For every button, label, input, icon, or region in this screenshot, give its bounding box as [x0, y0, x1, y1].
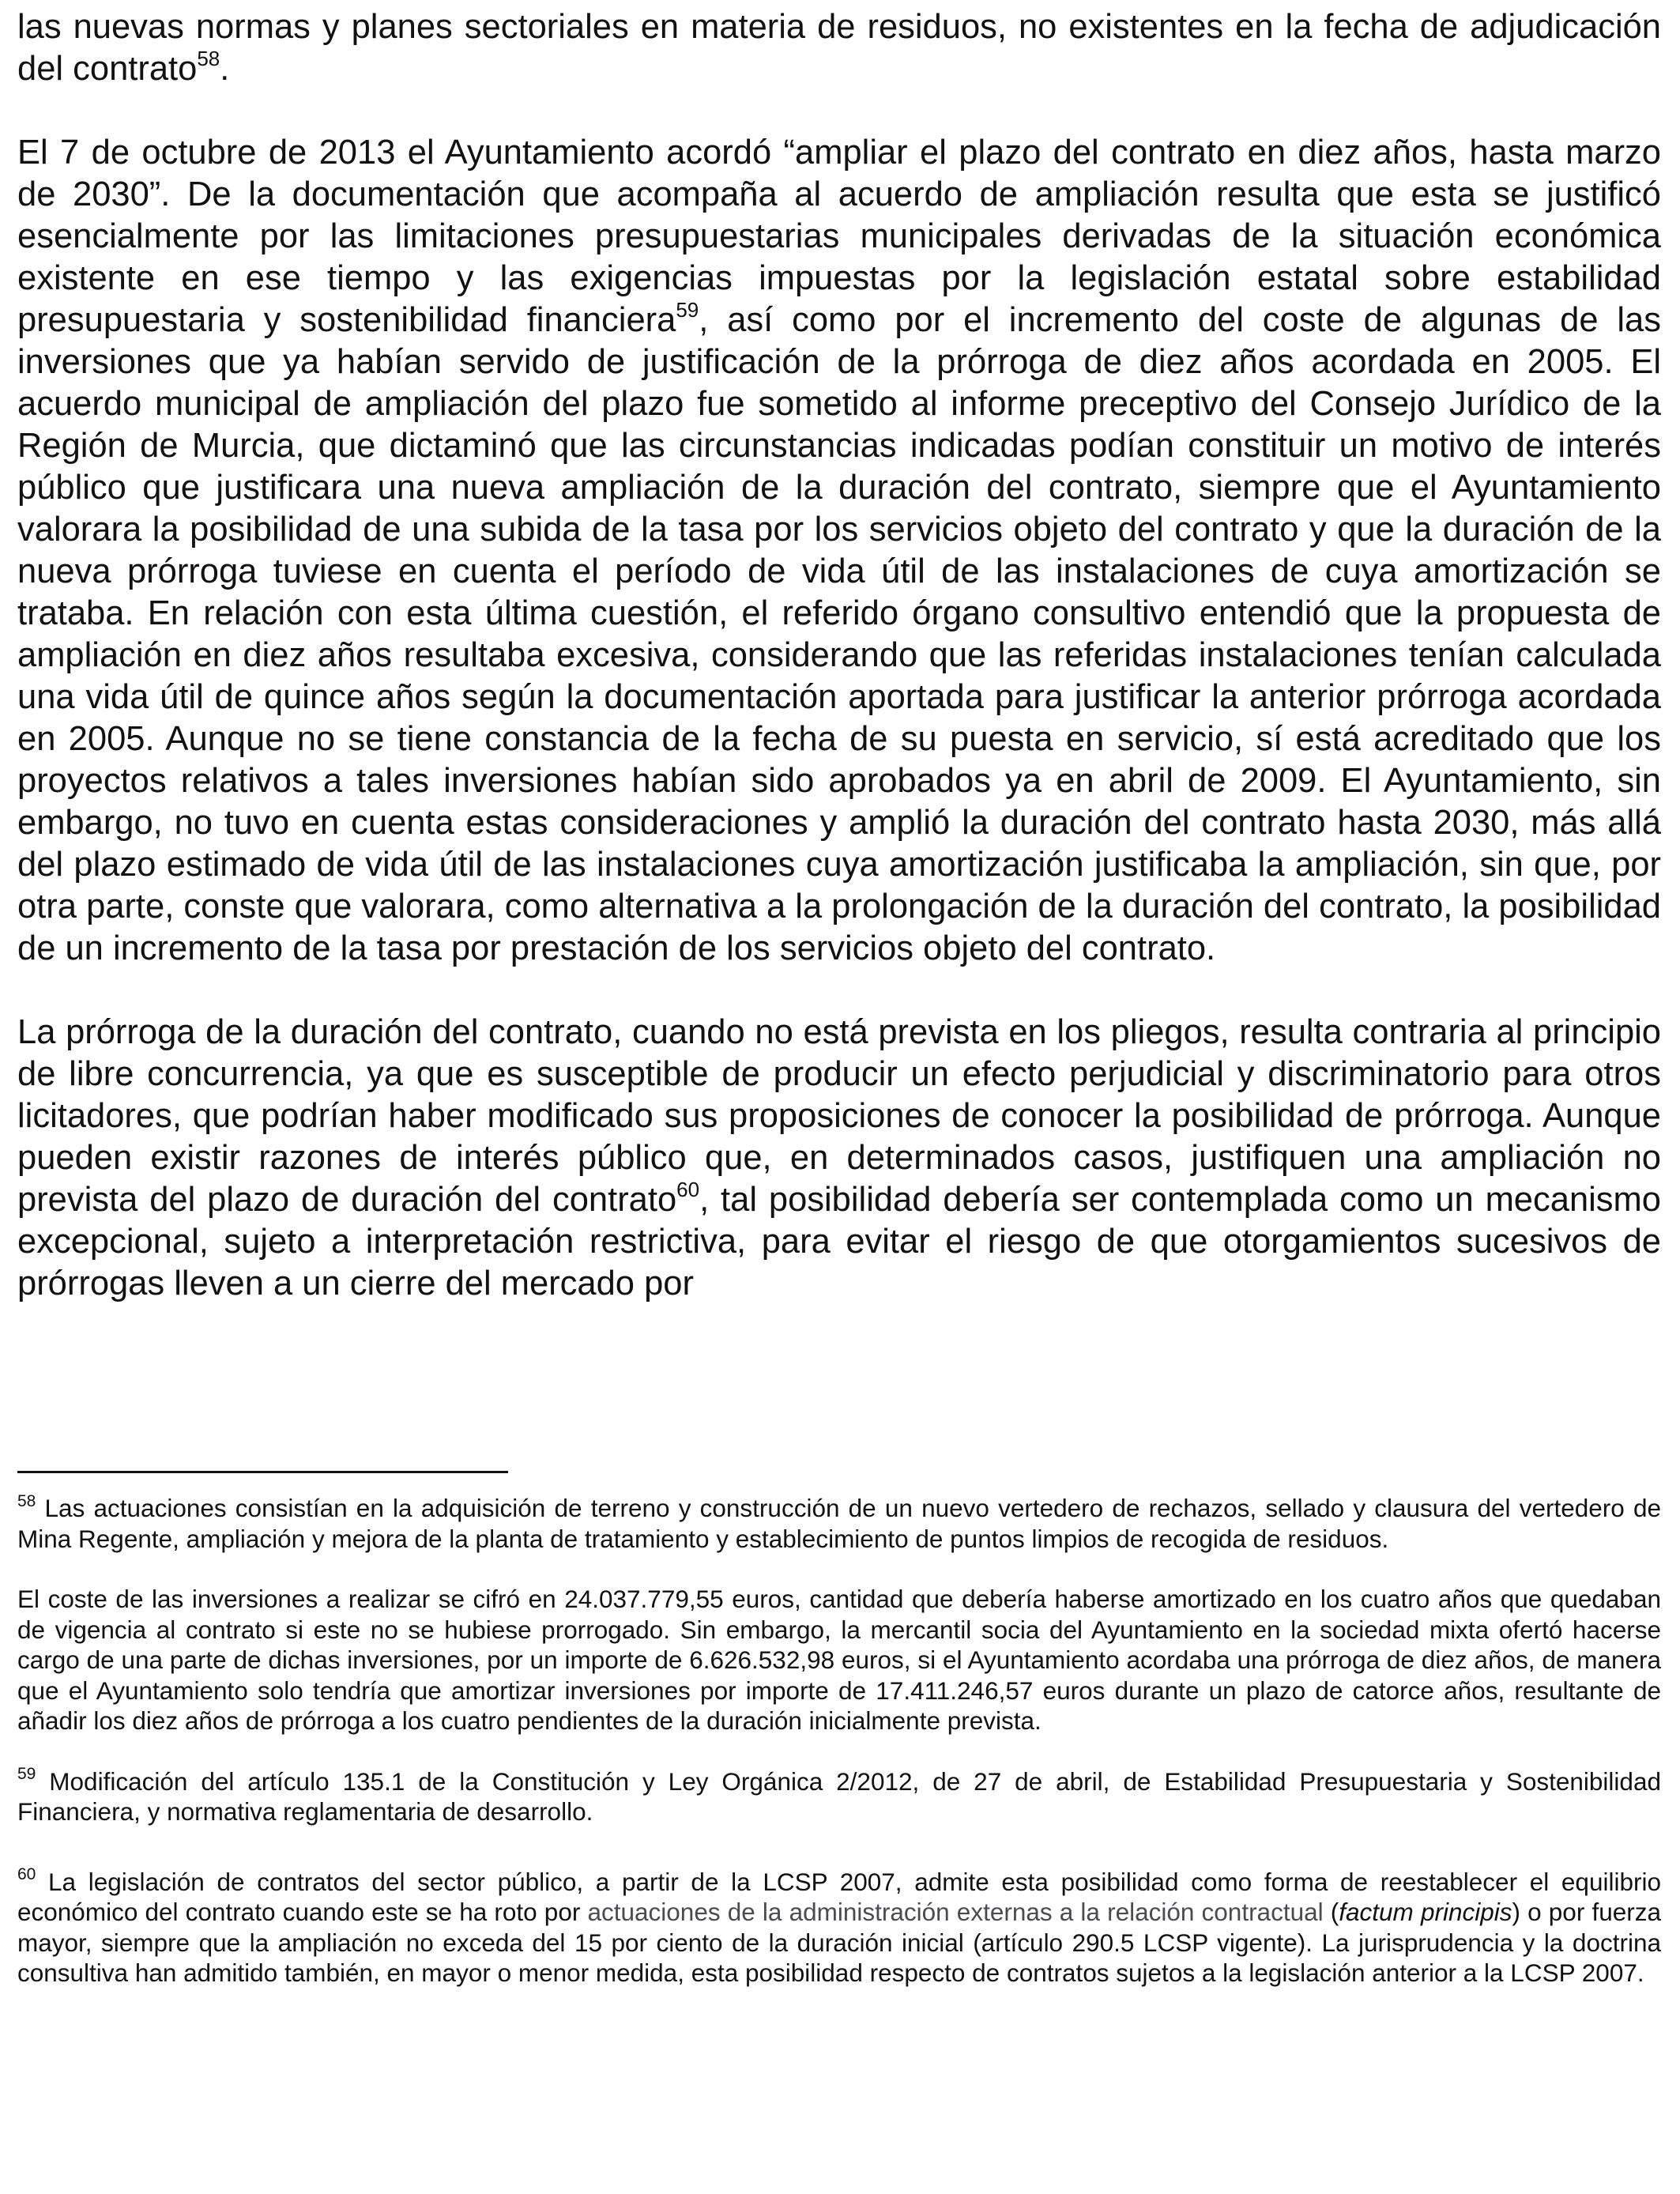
paragraph-1: [17, 6, 1661, 90]
footnote-58-text: Las actuaciones consistían en la adquisición de terreno y construcción de un nuevo vertedero de rechazos, sellado y clausura del vertedero de Mina Regente, ampliación y mejora de la planta de tratamiento y establecimiento de puntos limpios de recogida de residuos.: [17, 1494, 1661, 1553]
footnote-60-latin-term: factum principis: [1339, 1898, 1512, 1926]
footnote-59-text: Modificación del artículo 135.1 de la Constitución y Ley Orgánica 2/2012, de 27 de abril, de Estabilidad Presupuestaria y Sostenibilidad Financiera, y normativa reglamentaria de desarrollo.: [17, 1766, 1661, 1826]
footnote-60-text-b: ) o por fuerza mayor, siempre que la ampliación no exceda del 15 por ciento de la duración inicial (artículo 290.5 LCSP vigente). La jurisprudencia y la doctrina consultiva han admitido también, en mayor o menor medida, esta posibilidad respecto de contratos sujetos a la legislación anterior a la LCSP 2007.: [17, 1898, 1661, 1987]
paragraph-3-text-b: , tal posibilidad debería ser contemplada como un mecanismo excepcional, sujeto a interpretación restrictiva, para evitar el riesgo de que otorgamientos sucesivos de prórrogas lleven a un cierre del mercado por: [17, 1181, 1661, 1302]
paragraph-2-text-a: El 7 de octubre de 2013 el Ayuntamiento acordó “ampliar el plazo del contrato en diez años, hasta marzo de 2030”. De la documentación que acompaña al acuerdo de ampliación resulta que esta se justificó esencialmente por las limitaciones presupuestarias municipales derivadas de la situación económica existente en ese tiempo y las exigencias impuestas por la legislación estatal sobre estabilidad presupuestaria y sostenibilidad financiera: [17, 134, 1661, 339]
footnote-60-paren-open: (: [1323, 1898, 1339, 1926]
footnote-ref-58[interactable]: 58: [197, 46, 220, 70]
footnote-59: [17, 1766, 1661, 1827]
footnotes: [17, 1493, 1661, 1989]
footnote-separator: [17, 1471, 508, 1473]
paragraph-2: [17, 132, 1661, 970]
paragraph-3-text-a: La prórroga de la duración del contrato, cuando no está prevista en los pliegos, resulta contraria al principio de libre concurrencia, ya que es susceptible de producir un efecto perjudicial y discriminatorio para otros licitadores, que podrían haber modificado sus proposiciones de conocer la posibilidad de prórroga. Aunque pueden existir razones de interés público que, en determinados casos, justifiquen una ampliación no prevista del plazo de duración del contrato: [17, 1013, 1661, 1219]
paragraph-1-text: las nuevas normas y planes sectoriales en materia de residuos, no existentes en la fecha de adjudicación del contrato: [17, 8, 1661, 88]
footnote-60: [17, 1867, 1661, 1989]
footnote-60-external-actions: actuaciones de la administración externas a la relación contractual: [587, 1898, 1324, 1926]
footnote-58: [17, 1493, 1661, 1554]
paragraph-3: [17, 1012, 1661, 1305]
footnote-ref-60[interactable]: 60: [676, 1177, 700, 1201]
footnote-59-number: 59: [17, 1765, 36, 1783]
footnote-60-number: 60: [17, 1865, 36, 1883]
paragraph-1-end: .: [220, 50, 230, 88]
footnote-ref-59[interactable]: 59: [676, 297, 699, 322]
body-text: [17, 6, 1661, 1305]
footnote-58-number: 58: [17, 1491, 36, 1510]
paragraph-2-text-b: , así como por el incremento del coste de algunas de las inversiones que ya habían servido de justificación de la prórroga de diez años acordada en 2005. El acuerdo municipal de ampliación del plazo fue sometido al informe preceptivo del Consejo Jurídico de la Región de Murcia, que dictaminó que las circunstancias indicadas podían constituir un motivo de interés público que justificara una nueva ampliación de la duración del contrato, siempre que el Ayuntamiento valorara la posibilidad de una subida de la tasa por los servicios objeto del contrato y que la duración de la nueva prórroga tuviese en cuenta el período de vida útil de las instalaciones de cuya amortización se trataba. En relación con esta última cuestión, el referido órgano consultivo entendió que la propuesta de ampliación en diez años resultaba excesiva, considerando que las referidas instalaciones tenían calculada una vida útil de quince años según la documentación aportada para justificar la anterior prórroga acordada en 2005. Aunque no se tiene constancia de la fecha de su puesta en servicio, sí está acreditado que los proyectos relativos a tales inversiones habían sido aprobados ya en abril de 2009. El Ayuntamiento, sin embargo, no tuvo en cuenta estas consideraciones y amplió la duración del contrato hasta 2030, más allá del plazo estimado de vida útil de las instalaciones cuya amortización justificaba la ampliación, sin que, por otra parte, conste que valorara, como alternativa a la prolongación de la duración del contrato, la posibilidad de un incremento de la tasa por prestación de los servicios objeto del contrato.: [17, 301, 1661, 967]
footnote-60-text-a: La legislación de contratos del sector público, a partir de la LCSP 2007, admite esta posibilidad como forma de reestablecer el equilibrio económico del contrato cuando este se ha roto por: [17, 1867, 1661, 1926]
footnote-58-continuation-text: El coste de las inversiones a realizar se cifró en 24.037.779,55 euros, cantidad que debería haberse amortizado en los cuatro años que quedaban de vigencia al contrato si este no se hubiese prorrogado. Sin embargo, la mercantil socia del Ayuntamiento en la sociedad mixta ofertó hacerse cargo de una parte de dichas inversiones, por un importe de 6.626.532,98 euros, si el Ayuntamiento acordaba una prórroga de diez años, de manera que el Ayuntamiento solo tendría que amortizar inversiones por importe de 17.411.246,57 euros durante un plazo de catorce años, resultante de añadir los diez años de prórroga a los cuatro pendientes de la duración inicialmente prevista.: [17, 1585, 1661, 1735]
footnote-58-continuation: [17, 1584, 1661, 1736]
